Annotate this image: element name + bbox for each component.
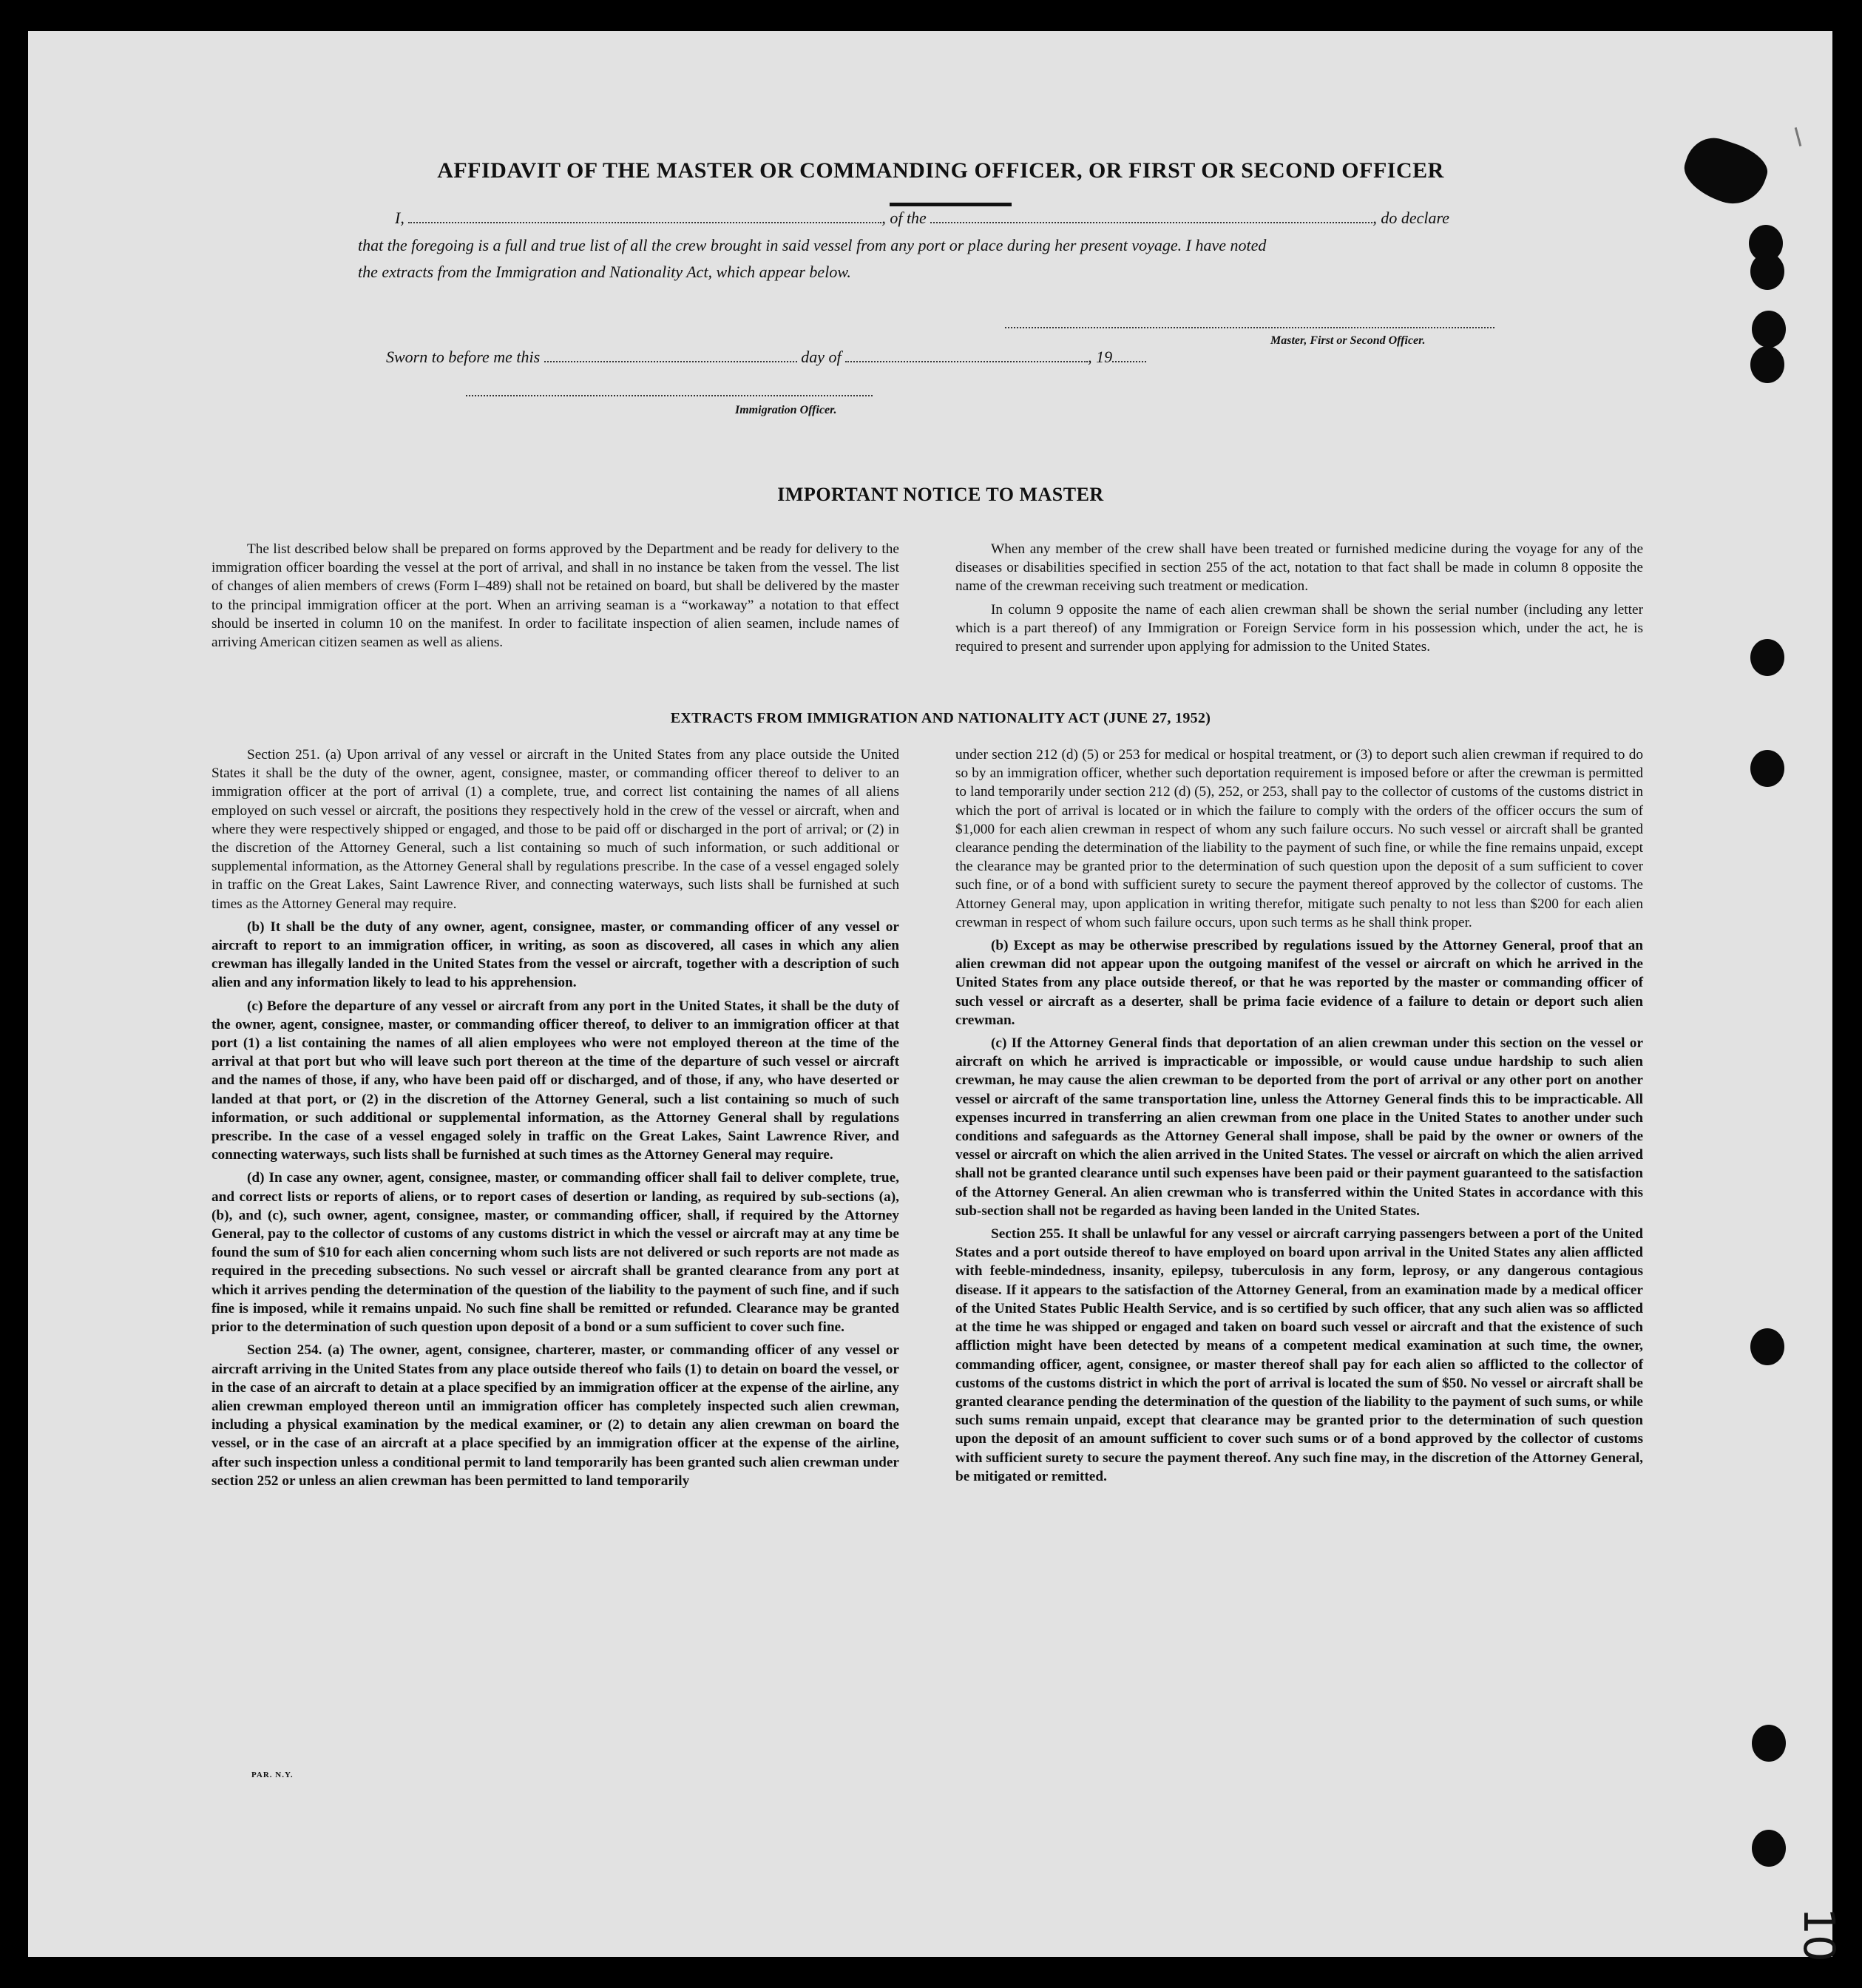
- sworn-year-blank[interactable]: [1112, 351, 1146, 362]
- officer-caption: Immigration Officer.: [735, 404, 837, 416]
- extract-paragraph: Section 255. It shall be unlawful for any vessel or aircraft carrying passengers between a port of the United States and a port outside thereof to have employed on board upon arrival in the United States any alien afflicted with feeble-mindedness, insanity, epilepsy, tuberculosis in any form, leprosy, or any dangerous contagious disease. If it appears to the satisfaction of the Attorney General, from an examination made by a medical officer of the United States Public Health Service, and is so certified by such officer, that any such alien was so afflicted at the time he was shipped or engaged and taken on board such vessel or aircraft and that the existence of such affliction might have been detected by means of a competent medical examination at such time, the owner, commanding officer, agent, consignee, or master thereof shall pay for each alien so afflicted to the collector of customs of the customs district in which the port of arrival is located the sum of $50. No vessel or aircraft shall be granted clearance pending the determination of the question of the liability to the payment of such sums, or while such sums remain unpaid, except that clearance may be granted prior to the determination of such question upon the deposit of an amount sufficient to cover such sums or of a bond approved by the collector of customs with sufficient surety to secure the payment thereof. Any such fine may, in the discretion of the Attorney General, be mitigated or remitted.: [955, 1226, 1643, 1484]
- punch-hole: [1752, 1725, 1786, 1762]
- notice-paragraph: In column 9 opposite the name of each alien crewman shall be shown the serial number (including any letter which is a part thereof) of any Immigration or Foreign Service form in his possession which, under the act, he is required to present and surrender upon applying for admission to the United States.: [955, 601, 1643, 655]
- extract-paragraph: Section 251. (a) Upon arrival of any vessel or aircraft in the United States from any place outside the United States it shall be the duty of the owner, agent, consignee, master, or commanding officer thereof to deliver to an immigration officer at the port of arrival (1) a complete, true, and correct list containing the names of all aliens employed on such vessel or aircraft, the positions they respectively hold in the crew of the vessel or aircraft, when and where they were respectively shipped or engaged, and those to be paid off or discharged in the port of arrival; or (2) in the discretion of the Attorney General, such a list containing so much of such information, or such additional or supplemental information, as the Attorney General shall by regulations prescribe. In the case of a vessel engaged solely in traffic on the Great Lakes, Saint Lawrence River, and connecting waterways, such lists shall be furnished at such times as the Attorney General may require.: [211, 747, 899, 912]
- printer-mark: PAR. N.Y.: [251, 1771, 294, 1779]
- extract-paragraph: (d) In case any owner, agent, consignee, master, or commanding officer shall fail to deliver complete, true, and correct lists or reports of aliens, or to report cases of desertion or landing, as required by sub-sections (a), (b), and (c), such owner, agent, consignee, master, or commanding officer, shall, if required by the Attorney General, pay to the collector of customs of any customs district in which the vessel or aircraft may at any time be found the sum of $10 for each alien concerning whom such lists are not delivered or such reports are not made as required in the preceding subsections. No such vessel or aircraft shall be granted clearance from any port at which it arrives pending the determination of the question of the liability to the payment of such fine, and if such fine is imposed, while it remains unpaid. No such fine shall be remitted or refunded. Clearance may be granted prior to the determination of such question upon deposit of a bond or a sum sufficient to cover such fine.: [211, 1170, 899, 1336]
- notice-right-column: [955, 540, 1643, 660]
- handwritten-page-number: 10: [1793, 1907, 1844, 1962]
- punch-hole: [1750, 639, 1784, 676]
- notice-paragraph: When any member of the crew shall have been treated or furnished medicine during the voyage for any of the diseases or disabilities specified in section 255 of the act, notation to that fact shall be made in column 8 opposite the name of the crewman receiving such treatment or medication.: [955, 541, 1643, 595]
- vessel-blank[interactable]: [930, 212, 1372, 223]
- declaration-of-the: , of the: [881, 209, 927, 227]
- declaration-text-3: the extracts from the Immigration and Nationality Act, which appear below.: [358, 263, 851, 281]
- punch-hole: [1750, 1328, 1784, 1365]
- sworn-month-blank[interactable]: [845, 351, 1088, 362]
- day-of-label: day of: [801, 348, 842, 366]
- declaration-text-2: that the foregoing is a full and true list of all the crew brought in said vessel from any port or place during her present voyage. I have noted: [358, 236, 1267, 254]
- document-page: [28, 31, 1844, 1962]
- extract-paragraph: under section 212 (d) (5) or 253 for medical or hospital treatment, or (3) to deport such alien crewman if required to do so by an immigration officer, whether such deportation requirement is imposed before or after the crewman is permitted to land temporarily under section 212 (d) (5), 252, or 253, shall pay to the collector of customs of the customs district in which the port of arrival is located or in which the failure to comply with the orders of the officer occurs the sum of $1,000 for each alien crewman in respect of whom any such failure occurs. No such vessel or aircraft shall be granted clearance pending the determination of the liability to the payment of such fine, or while the fine remains unpaid, except the clearance may be granted prior to the determination of such question upon the deposit of a sum sufficient to cover such fine, or of a bond with sufficient surety to secure the payment thereof approved by the collector of customs. The Attorney General may, upon application in writing therefor, mitigate such penalty to not less than $200 for each alien crewman in respect of whom such failure occurs, upon such terms as he shall think proper.: [955, 747, 1643, 930]
- extract-paragraph: (b) It shall be the duty of any owner, agent, consignee, master, or commanding officer of any vessel or aircraft to report to an immigration officer, in writing, as soon as discovered, all cases in which any alien crewman has illegally landed in the United States from the vessel or aircraft, together with a description of such alien and any information likely to lead to his apprehension.: [211, 919, 899, 991]
- extract-paragraph: (c) If the Attorney General finds that deportation of an alien crewman under this section on the vessel or aircraft on which he arrived is impracticable or impossible, or would cause undue hardship to such alien crewman, he may cause the alien crewman to be deported from the port of arrival or any other port on another vessel or aircraft of the same transportation line, unless the Attorney General finds this to be impracticable. All expenses incurred in transferring an alien crewman from one place in the United States to another under such conditions and safeguards as the Attorney General shall impose, shall be paid by the owner or owners of the vessel or aircraft on which the alien arrived in the United States. The vessel or aircraft on which the alien arrived shall not be granted clearance until such expenses have been paid or their payment guaranteed to the satisfaction of the Attorney General. An alien crewman who is transferred within the United States in accordance with this sub-section shall not be regarded as having been landed in the United States.: [955, 1035, 1643, 1219]
- punch-hole: [1750, 750, 1784, 787]
- affidavit-title: AFFIDAVIT OF THE MASTER OR COMMANDING OFFICER, OR FIRST OR SECOND OFFICER: [437, 158, 1444, 183]
- name-blank[interactable]: [408, 212, 881, 223]
- extract-paragraph: Section 254. (a) The owner, agent, consignee, charterer, master, or commanding officer of any vessel or aircraft arriving in the United States from any place outside thereof who fails (1) to detain on board the vessel, or in the case of an aircraft to detain at a place specified by an immigration officer at the expense of the airline, any alien crewman employed thereon until an immigration officer has completely inspected such alien crewman, including a physical examination by the medical examiner, or (2) to detain any alien crewman on board the vessel, or in the case of an aircraft at a place specified by an immigration officer at the expense of the airline, after such inspection unless a conditional permit to land temporarily has been granted such alien crewman under section 252 or unless an alien crewman has been permitted to land temporarily: [211, 1342, 899, 1489]
- declaration-declare: , do declare: [1372, 209, 1449, 227]
- pencil-mark: [1795, 127, 1802, 146]
- title-rule: [890, 203, 1012, 206]
- punch-hole: [1750, 253, 1784, 290]
- punch-hole: [1752, 311, 1786, 348]
- year-label: , 19: [1088, 348, 1113, 366]
- notice-paragraph: The list described below shall be prepared on forms approved by the Department and be ready for delivery to the immigration officer boarding the vessel at the port of arrival, and shall in no instance be taken from the vessel. The list of changes of alien members of crews (Form I–489) shall not be retained on board, but shall be delivered by the master to the principal immigration officer at the port. When an arriving seaman is a “workaway” a notation to that effect should be inserted in column 10 on the manifest. In order to facilitate inspection of alien seamen, include names of arriving American citizen seamen as well as aliens.: [211, 541, 899, 651]
- sworn-day-blank[interactable]: [544, 351, 797, 362]
- sworn-line: [386, 348, 1146, 367]
- extracts-right-column: [955, 746, 1643, 1490]
- extracts-left-column: [211, 746, 899, 1495]
- officer-signature-line[interactable]: [466, 393, 873, 396]
- declaration-line: [395, 209, 1449, 228]
- master-signature-line[interactable]: [1005, 325, 1494, 328]
- extracts-title: EXTRACTS FROM IMMIGRATION AND NATIONALITY ACT (JUNE 27, 1952): [670, 710, 1211, 726]
- sworn-label: Sworn to before me this: [386, 348, 541, 366]
- notice-title: IMPORTANT NOTICE TO MASTER: [777, 484, 1104, 505]
- notice-left-column: [211, 540, 899, 656]
- punch-hole: [1752, 1830, 1786, 1867]
- punch-hole: [1750, 346, 1784, 383]
- master-caption: Master, First or Second Officer.: [1270, 334, 1426, 347]
- extract-paragraph: (c) Before the departure of any vessel or aircraft from any port in the United States, it shall be the duty of the owner, agent, consignee, master, or commanding officer thereof, to deliver to an immigration officer at that port (1) a list containing the names of all alien employees who were not employed thereon at the time of the arrival at that port but who will leave such port thereon at the time of the departure of such vessel or aircraft and the names of those, if any, who have been paid off or discharged, and of those, if any, who have deserted or landed at that port, or (2) in the discretion of the Attorney General, such a list containing so much of such information, or such additional or supplemental information, as the Attorney General shall by regulations prescribe. In the case of a vessel engaged solely in traffic on the Great Lakes, Saint Lawrence River, and connecting waterways, such lists shall be furnished at such times as the Attorney General may require.: [211, 998, 899, 1163]
- declaration-i: I,: [395, 209, 404, 227]
- extract-paragraph: (b) Except as may be otherwise prescribed by regulations issued by the Attorney General, proof that an alien crewman did not appear upon the outgoing manifest of the vessel or aircraft on which he arrived in the United States from any place outside thereof, or that he was reported by the master or commanding officer of such vessel or aircraft as a deserter, shall be prima facie evidence of a failure to detain or deport such alien crewman.: [955, 938, 1643, 1028]
